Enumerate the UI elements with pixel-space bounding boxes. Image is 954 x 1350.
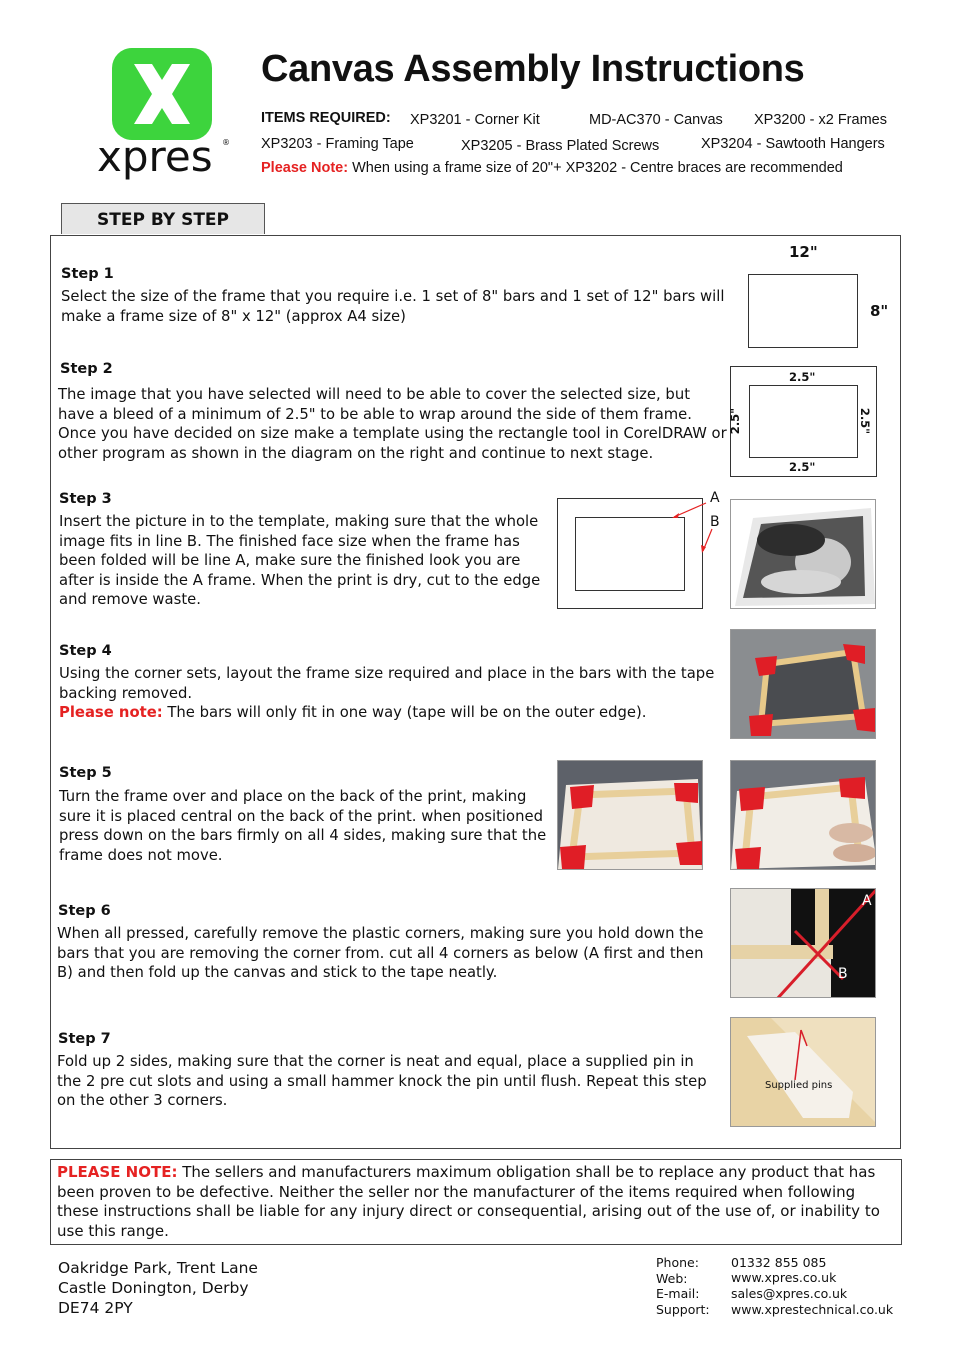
bleed-left-label: 2.5" bbox=[728, 407, 743, 435]
step-3-text: Insert the picture in to the template, making sure that the whole image fits in line B. The finished face size when the frame has been folded will be line A, make sure the finished look you are after is inside the A frame. When the print is dry, cut to the edge and remove waste. bbox=[59, 513, 541, 608]
frame-on-print-photo bbox=[557, 760, 703, 870]
step-3-heading: Step 3 bbox=[59, 491, 112, 507]
line-a-label: A bbox=[710, 490, 720, 506]
size-height-label: 8" bbox=[870, 302, 889, 320]
step-4-text: Using the corner sets, layout the frame size required and place in the bars with the tape backing removed. bbox=[59, 665, 715, 702]
contact-phone-value: 01332 855 085 bbox=[731, 1255, 827, 1270]
step-5-text: Turn the frame over and place on the back of the print, making sure it is placed central on the back of the print. when positioned press down on the bars firmly on all 4 sides, making sure that the frame does not move. bbox=[59, 788, 547, 864]
supplied-pins-photo bbox=[730, 1017, 876, 1127]
contact-phone-label: Phone: bbox=[656, 1255, 699, 1270]
bleed-bottom-label: 2.5" bbox=[789, 460, 816, 474]
cut-b-label: B bbox=[838, 966, 848, 982]
corner-layout-photo bbox=[730, 629, 876, 739]
page-title: Canvas Assembly Instructions bbox=[261, 48, 805, 90]
item-brass-screws: XP3205 - Brass Plated Screws bbox=[461, 138, 660, 154]
header-note-label: Please Note: bbox=[261, 160, 349, 176]
disclaimer-box bbox=[50, 1159, 902, 1245]
step-1-heading: Step 1 bbox=[61, 266, 114, 282]
frame-corners-image bbox=[731, 630, 876, 739]
corner-cut-image bbox=[731, 889, 876, 998]
step-7-heading: Step 7 bbox=[58, 1031, 111, 1047]
step-1-text: Select the size of the frame that you require i.e. 1 set of 8" bars and 1 set of 12" bars will make a frame size of 8" x 12" (approx A4 size) bbox=[61, 288, 725, 325]
disclaimer-text: The sellers and manufacturers maximum obligation shall be to replace any product that has been proven to be defective. Neither the seller nor the manufacturer of the items required when following these instructions shall be liable for any injury direct or consequential, arising out of the use of, or inability to use this range. bbox=[57, 1163, 880, 1240]
step-4-note bbox=[59, 703, 724, 723]
size-width-label: 12" bbox=[789, 243, 818, 261]
step-4-note-label: Please note: bbox=[59, 704, 163, 721]
contact-web-label: Web: bbox=[656, 1271, 688, 1286]
step-5-heading: Step 5 bbox=[59, 765, 112, 781]
contact-support-link[interactable]: www.xprestechnical.co.uk bbox=[731, 1302, 894, 1317]
pinned-corner-image bbox=[731, 1018, 876, 1127]
item-corner-kit: XP3201 - Corner Kit bbox=[410, 112, 540, 128]
step-6-heading: Step 6 bbox=[58, 903, 111, 919]
address-line-3: DE74 2PY bbox=[58, 1299, 133, 1317]
frame-size-diagram bbox=[748, 274, 858, 348]
address-line-1: Oakridge Park, Trent Lane bbox=[58, 1259, 258, 1277]
step-4-note-text: The bars will only fit in one way (tape will be on the outer edge). bbox=[167, 704, 647, 721]
step-by-step-tab: STEP BY STEP bbox=[61, 203, 265, 234]
items-required-label: ITEMS REQUIRED: bbox=[261, 110, 391, 126]
line-b-label: B bbox=[710, 514, 720, 530]
cut-a-label: A bbox=[862, 893, 872, 909]
contact-support-label: Support: bbox=[656, 1302, 710, 1317]
contact-email-label: E-mail: bbox=[656, 1286, 700, 1301]
xpres-logo bbox=[96, 48, 232, 188]
press-bars-image bbox=[731, 761, 876, 870]
address-line-2: Castle Donington, Derby bbox=[58, 1279, 249, 1297]
printed-canvas-photo bbox=[730, 499, 876, 609]
header-note-text: When using a frame size of 20"+ XP3202 - Centre braces are recommended bbox=[352, 160, 843, 176]
item-canvas: MD-AC370 - Canvas bbox=[589, 112, 723, 128]
corner-cut-photo bbox=[730, 888, 876, 998]
frame-on-print-image bbox=[558, 761, 703, 870]
disclaimer-label: PLEASE NOTE: bbox=[57, 1163, 178, 1181]
item-framing-tape: XP3203 - Framing Tape bbox=[261, 136, 414, 152]
step-2-heading: Step 2 bbox=[60, 361, 113, 377]
contact-email-link[interactable]: sales@xpres.co.uk bbox=[731, 1286, 848, 1301]
supplied-pins-caption: Supplied pins bbox=[765, 1080, 833, 1091]
item-sawtooth-hangers: XP3204 - Sawtooth Hangers bbox=[701, 136, 885, 152]
bleed-right-label: 2.5" bbox=[858, 407, 873, 435]
registered-mark: ® bbox=[222, 138, 230, 147]
bleed-top-label: 2.5" bbox=[789, 370, 816, 384]
logo-x-mark-icon bbox=[112, 48, 212, 140]
bleed-diagram-inner bbox=[749, 385, 858, 458]
baby-print-image bbox=[731, 500, 876, 609]
step-6-text: When all pressed, carefully remove the plastic corners, making sure you hold down the bars that you are removing the corner from. cut all 4 corners as below (A first and then B) and then fold up the canvas and stick to the tape neatly. bbox=[57, 925, 704, 981]
logo-wordmark: xpres bbox=[97, 132, 213, 181]
step-7-text: Fold up 2 sides, making sure that the corner is neat and equal, place a supplied pin in the 2 pre cut slots and using a small hammer knock the pin until flush. Repeat this step on the other 3 corners. bbox=[57, 1053, 707, 1109]
step-4-heading: Step 4 bbox=[59, 643, 112, 659]
header-note bbox=[261, 160, 843, 176]
press-bars-photo bbox=[730, 760, 876, 870]
item-frames: XP3200 - x2 Frames bbox=[754, 112, 887, 128]
step-2-text: The image that you have selected will need to be able to cover the selected size, but have a bleed of a minimum of 2.5" to be able to wrap around the side of them frame. Once you have decided on size make a template using the rectangle tool in CorelDRAW or other program as shown in the diagram on the right and continue to next stage. bbox=[58, 386, 727, 462]
contact-web-link[interactable]: www.xpres.co.uk bbox=[731, 1270, 837, 1285]
